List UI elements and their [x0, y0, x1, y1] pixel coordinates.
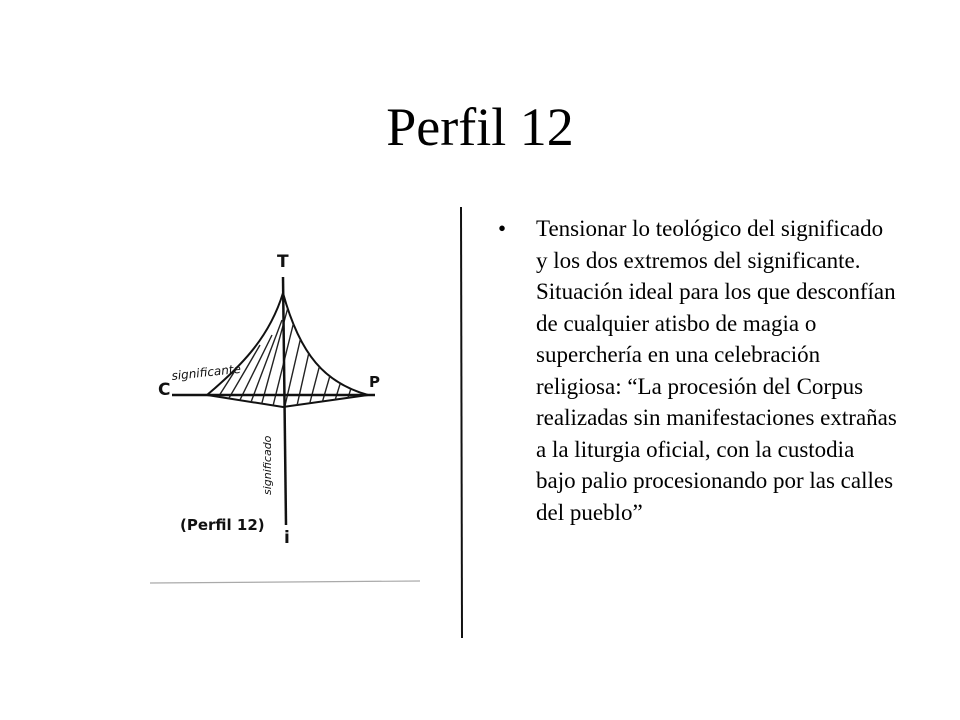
paper-edge	[150, 581, 420, 583]
axis-horizontal-label: significante	[170, 361, 242, 383]
label-right: P	[369, 373, 380, 391]
vertical-divider	[461, 207, 462, 638]
label-left: C	[158, 380, 171, 400]
profile-sketch	[150, 205, 470, 645]
figure-caption: (Perfil 12)	[180, 516, 265, 534]
bullet-marker: •	[498, 216, 507, 241]
bullet-list	[498, 213, 898, 528]
bullet-item	[498, 213, 898, 528]
label-bottom: i	[284, 528, 290, 548]
axis-vertical-label: significado	[261, 435, 274, 495]
profile-sketch-figure	[150, 205, 470, 645]
hatch-lines	[210, 300, 366, 410]
slide-title: Perfil 12	[386, 97, 574, 157]
label-top: T	[277, 252, 289, 272]
bullet-text: Tensionar lo teológico del significado y los dos extremos del significante. Situación ideal para los que desconfían de cualquier atisbo de magia o superchería en una celebración religiosa: “La procesión del Corpus realizadas sin manifestaciones extrañas a la liturgia oficial, con la custodia bajo palio procesionando por las calles del pueblo”	[536, 216, 897, 525]
